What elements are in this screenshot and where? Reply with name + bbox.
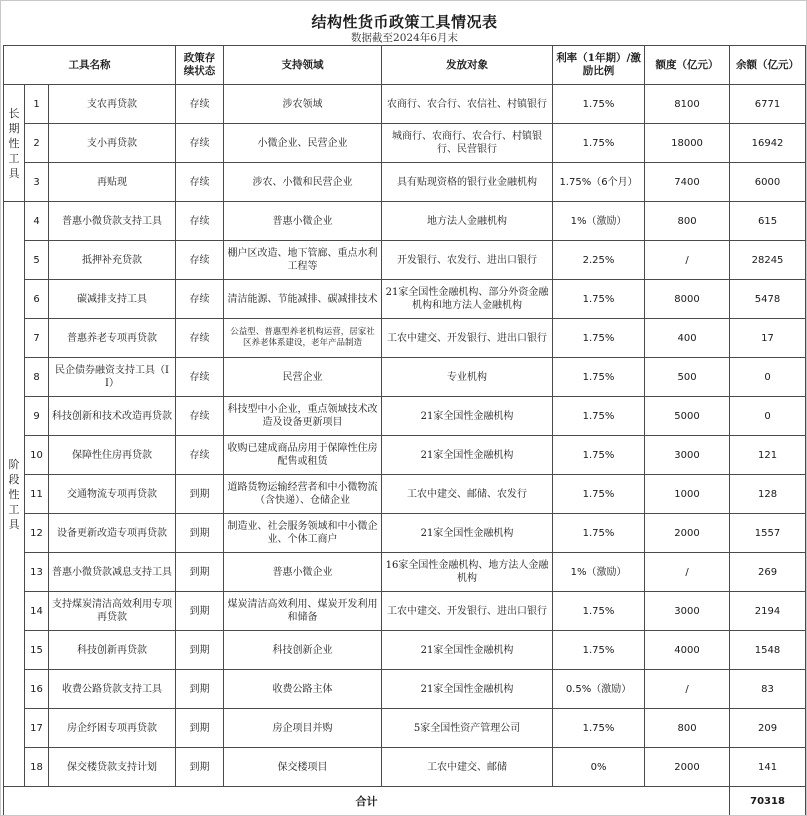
- quota-value: /: [645, 553, 730, 592]
- row-number: 14: [25, 592, 49, 631]
- row-number: 15: [25, 631, 49, 670]
- balance-value: 1557: [730, 514, 806, 553]
- row-number: 6: [25, 280, 49, 319]
- balance-value: 615: [730, 202, 806, 241]
- header-row: [4, 46, 806, 85]
- support-domain: 涉农领域: [224, 85, 382, 124]
- table-row: [4, 514, 806, 553]
- policy-status: 到期: [176, 709, 224, 748]
- support-domain: 公益型、普惠型养老机构运营，居家社区养老体系建设，老年产品制造: [224, 319, 382, 358]
- support-domain: 棚户区改造、地下管廊、重点水利工程等: [224, 241, 382, 280]
- issuance-target: 城商行、农商行、农合行、村镇银行、民营银行: [382, 124, 553, 163]
- table-subtitle: 数据截至2024年6月末: [351, 32, 458, 44]
- tool-name: 房企纾困专项再贷款: [49, 709, 176, 748]
- table-row: [4, 709, 806, 748]
- tool-name: 保障性住房再贷款: [49, 436, 176, 475]
- balance-value: 128: [730, 475, 806, 514]
- quota-value: 800: [645, 709, 730, 748]
- row-number: 5: [25, 241, 49, 280]
- quota-value: /: [645, 670, 730, 709]
- row-number: 1: [25, 85, 49, 124]
- policy-status: 到期: [176, 670, 224, 709]
- policy-status: 存续: [176, 85, 224, 124]
- row-number: 8: [25, 358, 49, 397]
- header-name: 工具名称: [4, 46, 176, 85]
- policy-status: 存续: [176, 436, 224, 475]
- table-row: [4, 163, 806, 202]
- support-domain: 科技型中小企业，重点领域技术改造及设备更新项目: [224, 397, 382, 436]
- table-title: 结构性货币政策工具情况表: [311, 13, 498, 31]
- balance-value: 0: [730, 358, 806, 397]
- policy-status: 存续: [176, 202, 224, 241]
- quota-value: 400: [645, 319, 730, 358]
- interest-rate: 1.75%: [553, 631, 645, 670]
- balance-value: 16942: [730, 124, 806, 163]
- table-row: [4, 280, 806, 319]
- total-row: [4, 787, 806, 816]
- issuance-target: 16家全国性金融机构、地方法人金融机构: [382, 553, 553, 592]
- policy-status: 到期: [176, 514, 224, 553]
- issuance-target: 21家全国性金融机构: [382, 397, 553, 436]
- table-row: [4, 124, 806, 163]
- interest-rate: 0.5%（激励）: [553, 670, 645, 709]
- header-status: 政策存续状态: [176, 46, 224, 85]
- quota-value: 500: [645, 358, 730, 397]
- table-row: [4, 436, 806, 475]
- policy-status: 到期: [176, 748, 224, 787]
- row-number: 11: [25, 475, 49, 514]
- row-number: 12: [25, 514, 49, 553]
- tool-name: 保交楼贷款支持计划: [49, 748, 176, 787]
- row-number: 16: [25, 670, 49, 709]
- header-quota: 额度（亿元）: [645, 46, 730, 85]
- table-row: [4, 670, 806, 709]
- balance-value: 121: [730, 436, 806, 475]
- row-number: 18: [25, 748, 49, 787]
- interest-rate: 1.75%: [553, 592, 645, 631]
- balance-value: 209: [730, 709, 806, 748]
- total-label: 合计: [4, 787, 730, 816]
- interest-rate: 1.75%: [553, 85, 645, 124]
- issuance-target: 地方法人金融机构: [382, 202, 553, 241]
- interest-rate: 2.25%: [553, 241, 645, 280]
- interest-rate: 1%（激励）: [553, 553, 645, 592]
- table-row: [4, 592, 806, 631]
- table-row: [4, 241, 806, 280]
- tool-name: 抵押补充贷款: [49, 241, 176, 280]
- balance-value: 0: [730, 397, 806, 436]
- tool-name: 收费公路贷款支持工具: [49, 670, 176, 709]
- policy-status: 存续: [176, 397, 224, 436]
- quota-value: 8000: [645, 280, 730, 319]
- tool-name: 支农再贷款: [49, 85, 176, 124]
- interest-rate: 0%: [553, 748, 645, 787]
- quota-value: 3000: [645, 436, 730, 475]
- tool-name: 普惠小微贷款减息支持工具: [49, 553, 176, 592]
- balance-value: 28245: [730, 241, 806, 280]
- category-long-term: 长 期 性 工 具: [4, 85, 25, 202]
- policy-status: 存续: [176, 319, 224, 358]
- row-number: 2: [25, 124, 49, 163]
- balance-value: 269: [730, 553, 806, 592]
- balance-value: 2194: [730, 592, 806, 631]
- quota-value: 4000: [645, 631, 730, 670]
- tool-name: 支持煤炭清洁高效利用专项再贷款: [49, 592, 176, 631]
- interest-rate: 1.75%: [553, 397, 645, 436]
- quota-value: 7400: [645, 163, 730, 202]
- issuance-target: 21家全国性金融机构: [382, 631, 553, 670]
- issuance-target: 5家全国性资产管理公司: [382, 709, 553, 748]
- support-domain: 清洁能源、节能减排、碳减排技术: [224, 280, 382, 319]
- support-domain: 收费公路主体: [224, 670, 382, 709]
- quota-value: 2000: [645, 748, 730, 787]
- header-balance: 余额（亿元）: [730, 46, 806, 85]
- issuance-target: 21家全国性金融机构: [382, 514, 553, 553]
- support-domain: 制造业、社会服务领域和中小微企业、个体工商户: [224, 514, 382, 553]
- balance-value: 5478: [730, 280, 806, 319]
- policy-status: 到期: [176, 631, 224, 670]
- issuance-target: 工农中建交、邮储: [382, 748, 553, 787]
- table-row: [4, 202, 806, 241]
- quota-value: 800: [645, 202, 730, 241]
- support-domain: 房企项目并购: [224, 709, 382, 748]
- tool-name: 设备更新改造专项再贷款: [49, 514, 176, 553]
- issuance-target: 21家全国性金融机构、部分外资金融机构和地方法人金融机构: [382, 280, 553, 319]
- policy-status: 到期: [176, 475, 224, 514]
- policy-status: 存续: [176, 163, 224, 202]
- total-balance: 70318: [730, 787, 806, 816]
- table-row: [4, 319, 806, 358]
- table-row: [4, 631, 806, 670]
- issuance-target: 工农中建交、开发银行、进出口银行: [382, 592, 553, 631]
- balance-value: 83: [730, 670, 806, 709]
- row-number: 3: [25, 163, 49, 202]
- balance-value: 17: [730, 319, 806, 358]
- quota-value: 8100: [645, 85, 730, 124]
- table-row: [4, 748, 806, 787]
- table-row: [4, 475, 806, 514]
- tool-name: 再贴现: [49, 163, 176, 202]
- support-domain: 普惠小微企业: [224, 553, 382, 592]
- policy-tools-table: [3, 45, 806, 816]
- interest-rate: 1.75%: [553, 280, 645, 319]
- tool-name: 碳减排支持工具: [49, 280, 176, 319]
- issuance-target: 具有贴现资格的银行业金融机构: [382, 163, 553, 202]
- support-domain: 民营企业: [224, 358, 382, 397]
- tool-name: 民企债券融资支持工具（II）: [49, 358, 176, 397]
- support-domain: 保交楼项目: [224, 748, 382, 787]
- quota-value: 1000: [645, 475, 730, 514]
- policy-status: 存续: [176, 241, 224, 280]
- tool-name: 普惠小微贷款支持工具: [49, 202, 176, 241]
- tool-name: 交通物流专项再贷款: [49, 475, 176, 514]
- interest-rate: 1.75%（6个月）: [553, 163, 645, 202]
- interest-rate: 1.75%: [553, 475, 645, 514]
- table-row: [4, 397, 806, 436]
- policy-status: 存续: [176, 280, 224, 319]
- header-rate: 利率（1年期）/激励比例: [553, 46, 645, 85]
- header-target: 发放对象: [382, 46, 553, 85]
- support-domain: 收购已建成商品房用于保障性住房配售或租赁: [224, 436, 382, 475]
- category-phased: 阶 段 性 工 具: [4, 202, 25, 787]
- interest-rate: 1.75%: [553, 358, 645, 397]
- balance-value: 6000: [730, 163, 806, 202]
- issuance-target: 专业机构: [382, 358, 553, 397]
- table-row: [4, 85, 806, 124]
- header-domain: 支持领域: [224, 46, 382, 85]
- support-domain: 涉农、小微和民营企业: [224, 163, 382, 202]
- issuance-target: 21家全国性金融机构: [382, 670, 553, 709]
- policy-status: 存续: [176, 124, 224, 163]
- quota-value: 3000: [645, 592, 730, 631]
- support-domain: 道路货物运输经营者和中小微物流（含快递）、仓储企业: [224, 475, 382, 514]
- issuance-target: 开发银行、农发行、进出口银行: [382, 241, 553, 280]
- issuance-target: 工农中建交、邮储、农发行: [382, 475, 553, 514]
- interest-rate: 1.75%: [553, 319, 645, 358]
- policy-status: 存续: [176, 358, 224, 397]
- interest-rate: 1%（激励）: [553, 202, 645, 241]
- row-number: 17: [25, 709, 49, 748]
- row-number: 10: [25, 436, 49, 475]
- support-domain: 科技创新企业: [224, 631, 382, 670]
- tool-name: 普惠养老专项再贷款: [49, 319, 176, 358]
- table-row: [4, 553, 806, 592]
- quota-value: 18000: [645, 124, 730, 163]
- issuance-target: 21家全国性金融机构: [382, 436, 553, 475]
- policy-status: 到期: [176, 592, 224, 631]
- tool-name: 科技创新和技术改造再贷款: [49, 397, 176, 436]
- row-number: 4: [25, 202, 49, 241]
- policy-status: 到期: [176, 553, 224, 592]
- tool-name: 支小再贷款: [49, 124, 176, 163]
- interest-rate: 1.75%: [553, 124, 645, 163]
- quota-value: 2000: [645, 514, 730, 553]
- support-domain: 普惠小微企业: [224, 202, 382, 241]
- interest-rate: 1.75%: [553, 436, 645, 475]
- issuance-target: 农商行、农合行、农信社、村镇银行: [382, 85, 553, 124]
- balance-value: 141: [730, 748, 806, 787]
- balance-value: 6771: [730, 85, 806, 124]
- issuance-target: 工农中建交、开发银行、进出口银行: [382, 319, 553, 358]
- interest-rate: 1.75%: [553, 709, 645, 748]
- interest-rate: 1.75%: [553, 514, 645, 553]
- row-number: 9: [25, 397, 49, 436]
- tool-name: 科技创新再贷款: [49, 631, 176, 670]
- row-number: 7: [25, 319, 49, 358]
- row-number: 13: [25, 553, 49, 592]
- quota-value: /: [645, 241, 730, 280]
- support-domain: 煤炭清洁高效利用、煤炭开发利用和储备: [224, 592, 382, 631]
- balance-value: 1548: [730, 631, 806, 670]
- quota-value: 5000: [645, 397, 730, 436]
- support-domain: 小微企业、民营企业: [224, 124, 382, 163]
- table-row: [4, 358, 806, 397]
